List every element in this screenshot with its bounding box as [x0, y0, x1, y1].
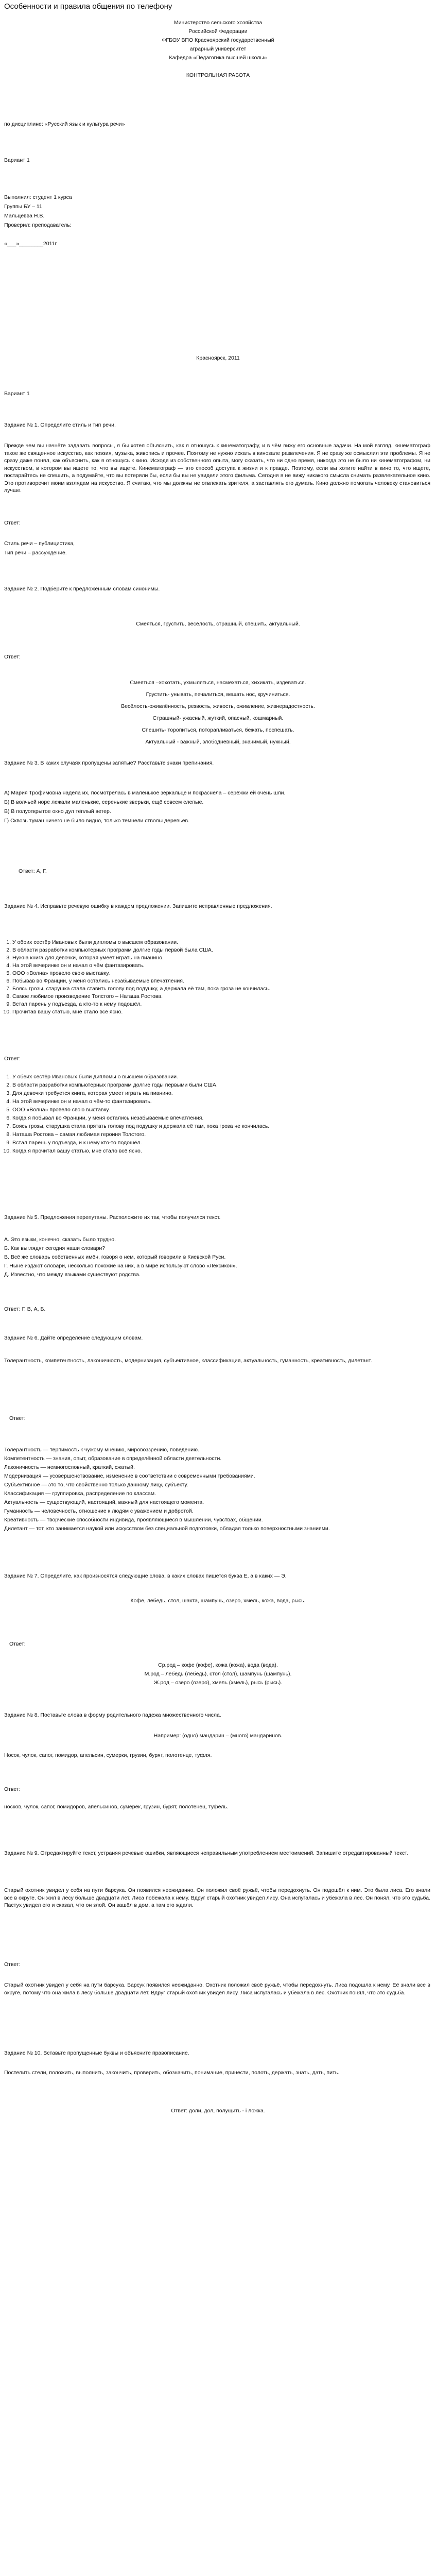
definition-line: Компетентность — знания, опыт, образование в определённой области деятельности. [4, 1455, 222, 1462]
task4-item: 1. У обоих сестёр Ивановых были дипломы о высшем образовании. [12, 939, 436, 946]
definition-line: Толерантность — терпимость к чужому мнению, мировоззрению, поведению. [4, 1447, 199, 1453]
definition-line: Модернизация — усовершенствование, изменение в соответствии с современными требованиями. [4, 1473, 255, 1479]
task5-item: Г. Ныне издают словари, несколько похожие на них, а в мире используют слово «Лексикон». [4, 1263, 237, 1269]
task6-title: Задание № 6. Дайте определение следующим словам. [4, 1335, 143, 1341]
document-title: Особенности и правила общения по телефону [4, 2, 172, 11]
task4-answer-item: 7. Боясь грозы, старушка стала прятать голову под подушку и держала её там, пока гроза не кончилась. [12, 1122, 436, 1130]
task8-example: Например: (одно) мандарин – (много) мандаринов. [153, 1733, 283, 1739]
task4-item: 5. ООО «Волна» провело свою выставку. [12, 970, 436, 977]
performer-line: «___»________2011г [4, 241, 57, 247]
task3-item: В) В полуоткрытое окно дул тёплый ветер. [4, 808, 111, 815]
task10-title: Задание № 10. Вставьте пропущенные буквы и объясните правописание. [4, 2050, 189, 2056]
answer-label: Ответ: [9, 1641, 26, 1647]
task5-item: Б. Как выглядят сегодня наши словари? [4, 1245, 106, 1251]
performer-line: Мальцевва Н.В. [4, 213, 45, 219]
task4-item: 4. На этой вечеринке он и начал о чём фантазировать. [12, 962, 436, 970]
performer-spacer [4, 230, 72, 239]
title-page-header [0, 19, 436, 80]
answer-label: Ответ: [4, 1961, 21, 1968]
synonym-line: Весёлость-оживлённость, резвость, живость, оживление, жизнерадостность. [121, 703, 315, 709]
definition-line: Лаконичность — немногословный, краткий, сжатый. [4, 1464, 135, 1470]
task9-answer: Старый охотник увидел у себя на пути барсука. Барсук появился неожиданно. Охотник положил своё ружьё, чтобы передохнуть. Лиса подошла к нему. Её знали все в округе, потому что она жила в лесу больше двадцати лет. Вдруг старый охотник увидел лису. Лиса испугалась и убежала в лес. Охотник понял, что это судьба. [4, 1982, 430, 1996]
task3-item: А) Мария Трофимовна надела их, посмотрелась в маленькое зеркальце и покраснела – серёжки ей очень шли. [4, 790, 286, 796]
performer-line: Группы БУ – 11 [4, 204, 42, 210]
header-line: аграрный университет [189, 46, 247, 52]
task4-answer-list [4, 1073, 436, 1155]
performer-block [4, 193, 72, 248]
task5-items [4, 1235, 430, 1279]
task5-answer: Ответ: Г, В, А, Б. [4, 1306, 46, 1312]
task3-title: Задание № 3. В каких случаях пропущены запятые? Расставьте знаки препинания. [4, 760, 214, 766]
definition-line: Классификация — группировка, распределение по классам. [4, 1490, 156, 1497]
task4-item: 7. Боясь грозы, старушка стала ставить голову под подушку, а держала её там, пока гроза не кончилась. [12, 985, 436, 993]
task6-definitions [4, 1446, 430, 1533]
performer-line: Выполнил: студент 1 курса [4, 194, 72, 200]
task4-answer-item: 9. Встал парень у подъезда, и к нему кто-то подошёл. [12, 1139, 436, 1147]
answer-label: Ответ: [4, 1056, 21, 1062]
definition-line: Актуальность — существующий, настоящий, важный для настоящего момента. [4, 1499, 204, 1505]
task4-answer-item: 8. Наташа Ростова – самая любимая героиня Толстого. [12, 1130, 436, 1139]
answer-label: Ответ: [4, 520, 21, 526]
definition-line: Креативность — творческие способности индивида, проявляющиеся в мышлении, чувствах, общении. [4, 1517, 263, 1523]
task4-item: 6. Побывав во Франции, у меня остались незабываемые впечатления. [12, 977, 436, 985]
header-line: КОНТРОЛЬНАЯ РАБОТА [186, 72, 250, 78]
answer-line: Тип речи – рассуждение. [4, 550, 67, 556]
task5-item: А. Это языки, конечно, сказать было трудно. [4, 1236, 116, 1243]
task3-item: Б) В волчьей норе лежали маленькие, серенькие зверьки, ещё совсем слепые. [4, 799, 204, 805]
answer-label: Ответ: [4, 1786, 21, 1792]
task5-item: В. Всё же словарь собственных имён, говоря о нем, который говорили в Киевской Руси. [4, 1254, 226, 1260]
variant-line: Вариант 1 [4, 157, 30, 163]
task9-title: Задание № 9. Отредактируйте текст, устраняя речевые ошибки, являющиеся неправильным употреблением местоимений. Запишите отредактированный текст. [4, 1850, 408, 1856]
task8-answer: носков, чулок, сапог, помидоров, апельсинов, сумерек, грузин, бурят, полотенец, туфель. [4, 1804, 229, 1810]
task1-text: Прежде чем вы начнёте задавать вопросы, я бы хотел объяснить, как я отношусь к кинематографу, и в чём вижу его основные задачи. На мой взгляд, кинематограф такое же священное искусство, как поэзия, музыка, живопись и прочее. Поэтому не нужно искать в кинозале развлечения. Я не сразу же осмыслил эти проблемы. Я не сразу даже понял, как объяснить, как я отношусь к кино. Исходя из собственного опыта, могу сказать, что ни одно время, никогда это не было ни кинематографом, ни искусством, в котором вы ищете то, что вы ищете. Кинематограф — это способ доступа к жизни и к правде. Поэтому, если вы хотите найти в кино то, что ищете, постарайтесь не спешить, а подумайте, что вы потеряли бы, если бы вы не увидели этого фильма. Сегодня я не вижу никакого смысла снимать развлекательное кино. Это противоречит моим взглядам на искусство. Я считаю, что мы должны не отвлекать зрителя, а заставлять его думать. Кино должно помогать человеку становиться лучше. [4, 443, 430, 494]
task4-answer-item: 10. Когда я прочитал вашу статью, мне стало всё ясно. [12, 1147, 436, 1155]
task2-words: Смеяться, грустить, весёлость, страшный, спешить, актуальный. [136, 621, 300, 627]
task4-item: 9. Встал парень у подъезда, а кто-то к нему подошёл. [12, 1001, 436, 1008]
synonym-line: Актуальный - важный, злободневный, значимый, нужный. [145, 739, 291, 745]
task6-words: Толерантность, компетентность, лаконичность, модернизация, субъективное, классификация, актуальность, гуманность, креативность, дилетант. [4, 1358, 372, 1364]
task3-item: Г) Сквозь туман ничего не было видно, только темнели стволы деревьев. [4, 818, 190, 824]
task8-words: Носок, чулок, сапог, помидор, апельсин, сумерки, грузин, бурят, полотенце, туфля. [4, 1752, 212, 1758]
task4-item: 10. Прочитав вашу статью, мне стало всё ясно. [12, 1008, 436, 1016]
task1-answers [4, 539, 75, 557]
task4-item: 8. Самое любимое произведение Толстого – Наташа Ростова. [12, 993, 436, 1001]
task9-text: Старый охотник увидел у себя на пути барсука. Он появился неожиданно. Он положил своё ружьё, чтобы передохнуть. Он подошёл к ним. Это была лиса. Его знали все в округе. Он жил в лесу больше двадцати лет. Лиса побежала к нему. Вдруг старый охотник увидел лису. Она испугалась и убежала в лес. Он понял, что это судьба. Пастух увидел его и сказал, что он злой. Он зашёл в дом, а там его ждали. [4, 1887, 430, 1908]
header-line: Российской Федерации [188, 28, 248, 35]
task4-answer-item: 6. Когда я побывал во Франции, у меня остались незабываемые впечатления. [12, 1114, 436, 1122]
task1-title: Задание № 1. Определите стиль и тип речи. [4, 422, 116, 428]
answer-label: Ответ: [4, 654, 21, 660]
header-line: Кафедра «Педагогика высшей школы» [169, 55, 267, 61]
gender-line: М.род – лебедь (лебедь), стол (стол), шампунь (шампунь). [144, 1671, 292, 1677]
task2-answers [0, 677, 436, 748]
task10-answer: Ответ: доли, дол, полущить - і ложка. [171, 2108, 265, 2114]
task4-answer-item: 3. Для девочки требуется книга, которая умеет играть на пианино. [12, 1089, 436, 1097]
task4-answer-item: 4. На этой вечеринке он и начал о чём-то фантазировать. [12, 1097, 436, 1106]
definition-line: Дилетант — тот, кто занимается наукой или искусством без специальной подготовки, обладая только поверхностными знаниями. [4, 1526, 330, 1532]
header-spacer [0, 62, 436, 71]
performer-line: Проверил: преподаватель: [4, 222, 72, 228]
synonym-line: Грустить- унывать, печалиться, вешать нос, кручиниться. [146, 691, 290, 698]
task4-list [4, 939, 436, 1016]
task4-answer-item: 1. У обеих сестёр Ивановых были дипломы о высшем образовании. [12, 1073, 436, 1081]
task4-answer-item: 5. ООО «Волна» провело свою выставку. [12, 1106, 436, 1114]
task4-item: 2. В области разработки компьютерных программ долгие годы первой была США. [12, 946, 436, 954]
synonym-line: Смеяться –хохотать, ухмыляться, насмехаться, хихикать, издеваться. [130, 680, 306, 686]
synonym-line: Страшный- ужасный, жуткий, опасный, кошмарный. [152, 715, 284, 721]
answer-label: Ответ: [9, 1415, 26, 1421]
task7-title: Задание № 7. Определите, как произносятся следующие слова, в каких словах пишется буква Е, а в каких — Э. [4, 1573, 287, 1579]
task7-answers [0, 1661, 436, 1687]
task5-item: Д. Известно, что между языками существуют родства. [4, 1272, 141, 1278]
task4-item: 3. Нужна книга для девочки, которая умеет играть на пианино. [12, 954, 436, 962]
task4-answer-item: 2. В области разработки компьютерных программ долгие годы первыми были США. [12, 1081, 436, 1089]
task3-items [4, 788, 430, 825]
task2-title: Задание № 2. Подберите к предложенным словам синонимы. [4, 586, 160, 592]
task5-title: Задание № 5. Предложения перепутаны. Расположите их так, чтобы получился текст. [4, 1214, 221, 1221]
definition-line: Субъективное — это то, что свойственно только данному лицу, субъекту. [4, 1482, 188, 1488]
gender-line: Ж.род – озеро (озеро), хмель (хмель), рысь (рысь). [153, 1680, 283, 1686]
task4-title: Задание № 4. Исправьте речевую ошибку в каждом предложении. Запишите исправленные предложения. [4, 903, 272, 909]
synonym-line: Спешить- торопиться, поторапливаться, бежать, поспешать. [142, 727, 294, 733]
variant-line-2: Вариант 1 [4, 391, 30, 397]
task7-words: Кофе, лебедь, стол, шахта, шампунь, озеро, хмель, кожа, вода, рысь. [130, 1598, 306, 1604]
header-line: Министерство сельского хозяйства [173, 20, 263, 26]
definition-line: Гуманность — человечность, отношение к людям с уважением и добротой. [4, 1508, 194, 1514]
task3-answer: Ответ: А, Г. [19, 868, 47, 874]
discipline-line: по дисциплине: «Русский язык и культура речи» [4, 121, 125, 127]
task8-title: Задание № 8. Поставьте слова в форму родительного падежа множественного числа. [4, 1712, 221, 1718]
answer-line: Стиль речи – публицистика, [4, 540, 75, 547]
city-year: Красноярск, 2011 [196, 355, 240, 361]
gender-line: Ср.род – кофе (кофе), кожа (кожа), вода (вода). [158, 1662, 278, 1668]
header-line: ФГБОУ ВПО Красноярский государственный [162, 37, 274, 43]
task10-words: Постелить стели, положить, выполнить, закончить, проверить, обозначить, понимание, принести, полоть, держать, знать, дать, пить. [4, 2070, 340, 2076]
